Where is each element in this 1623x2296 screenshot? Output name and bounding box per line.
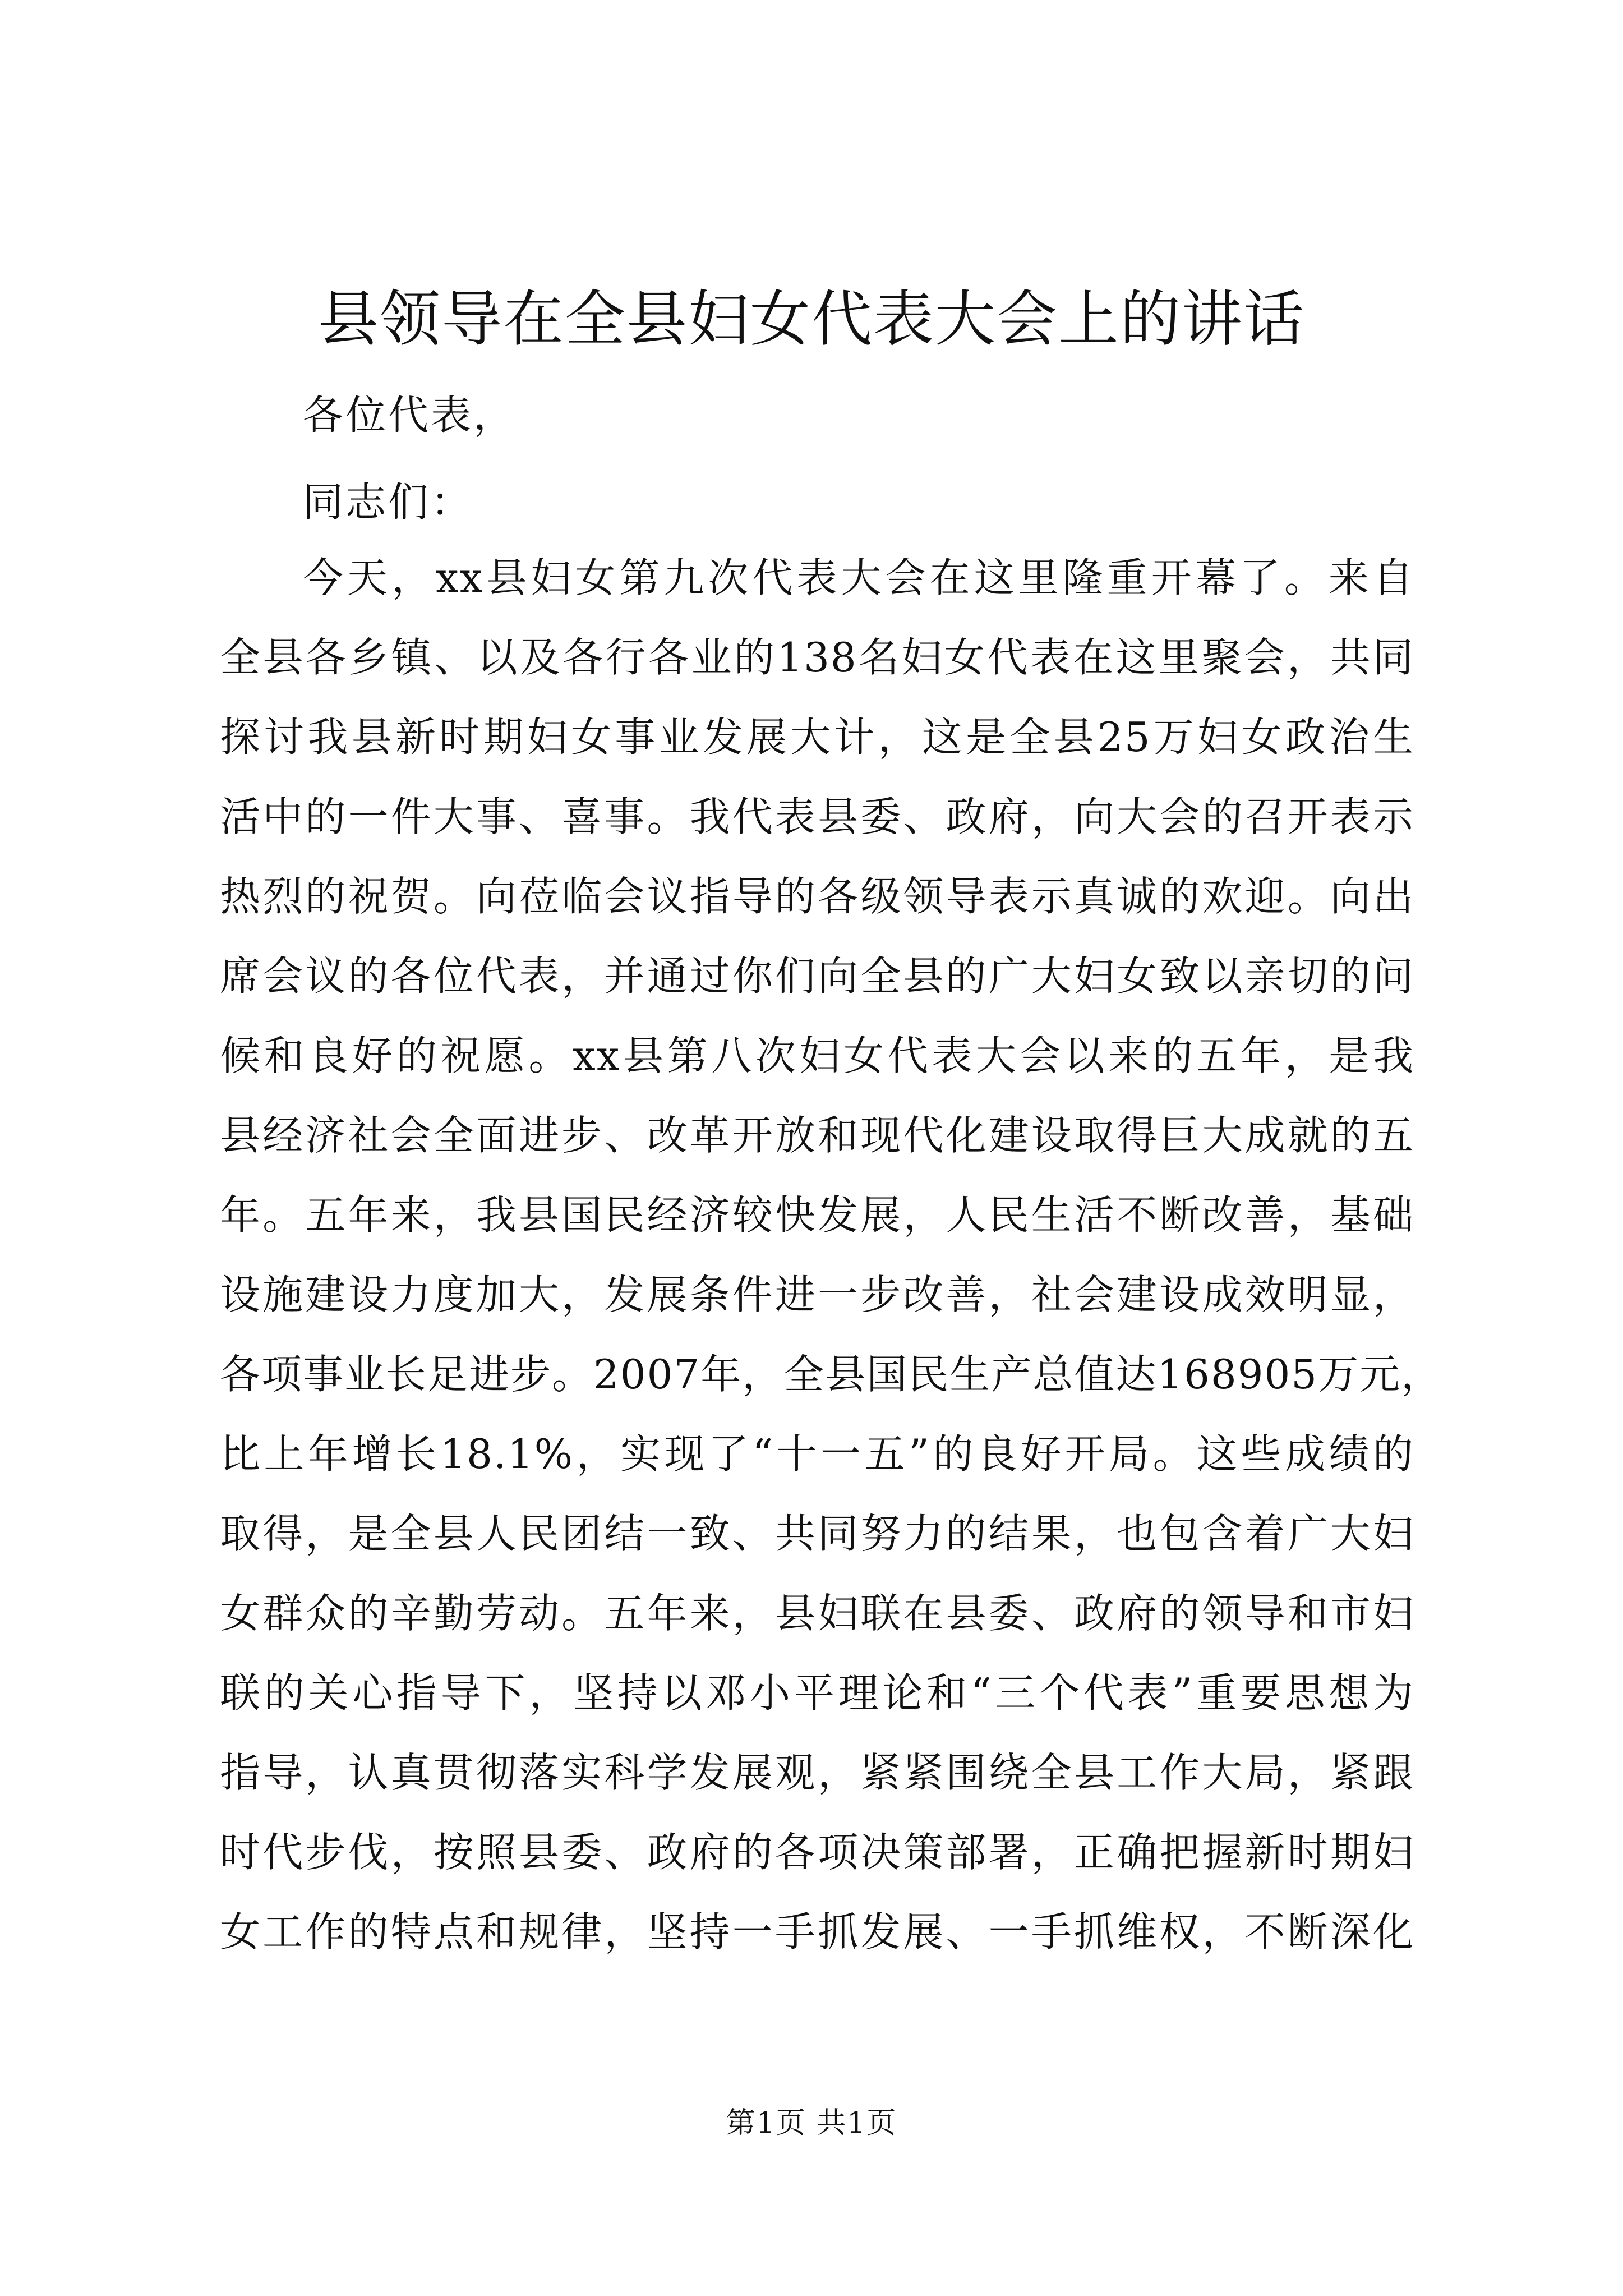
page-footer: 第1页 共1页 xyxy=(726,2106,897,2140)
text-line: 比上年增长18.1%，实现了“十一五”的良好开局。这些成绩的 xyxy=(220,1430,1414,1478)
text-line: 热烈的祝贺。向莅临会议指导的各级领导表示真诚的欢迎。向出 xyxy=(220,873,1414,920)
text-line: 年。五年来，我县国民经济较快发展，人民生活不断改善，基础 xyxy=(220,1191,1414,1239)
text-line: 各项事业长足进步。2007年，全县国民生产总值达168905万元， xyxy=(220,1351,1443,1398)
text-line: 联的关心指导下，坚持以邓小平理论和“三个代表”重要思想为 xyxy=(220,1669,1414,1717)
text-line: 取得，是全县人民团结一致、共同努力的结果，也包含着广大妇 xyxy=(220,1510,1414,1557)
text-line: 今天，xx县妇女第九次代表大会在这里隆重开幕了。来自 xyxy=(303,554,1414,601)
salutation-comrades: 同志们： xyxy=(303,478,474,526)
text-line: 活中的一件大事、喜事。我代表县委、政府，向大会的召开表示 xyxy=(220,793,1414,840)
salutation-delegates: 各位代表， xyxy=(303,392,517,439)
text-line: 候和良好的祝愿。xx县第八次妇女代表大会以来的五年，是我 xyxy=(220,1032,1414,1079)
speech-body xyxy=(220,550,1443,1984)
text-line: 探讨我县新时期妇女事业发展大计，这是全县25万妇女政治生 xyxy=(220,714,1414,761)
text-line: 县经济社会全面进步、改革开放和现代化建设取得巨大成就的五 xyxy=(220,1112,1414,1159)
text-line: 设施建设力度加大，发展条件进一步改善，社会建设成效明显， xyxy=(220,1271,1414,1318)
text-line: 女群众的辛勤劳动。五年来，县妇联在县委、政府的领导和市妇 xyxy=(220,1590,1414,1637)
document-title: 县领导在全县妇女代表大会上的讲话 xyxy=(317,284,1305,355)
text-line: 女工作的特点和规律，坚持一手抓发展、一手抓维权，不断深化 xyxy=(220,1908,1414,1955)
text-line: 席会议的各位代表，并通过你们向全县的广大妇女致以亲切的问 xyxy=(220,953,1414,1000)
text-line: 全县各乡镇、以及各行各业的138名妇女代表在这里聚会，共同 xyxy=(220,634,1414,681)
text-line: 时代步伐，按照县委、政府的各项决策部署，正确把握新时期妇 xyxy=(220,1829,1414,1876)
text-line: 指导，认真贯彻落实科学发展观，紧紧围绕全县工作大局，紧跟 xyxy=(220,1749,1414,1796)
